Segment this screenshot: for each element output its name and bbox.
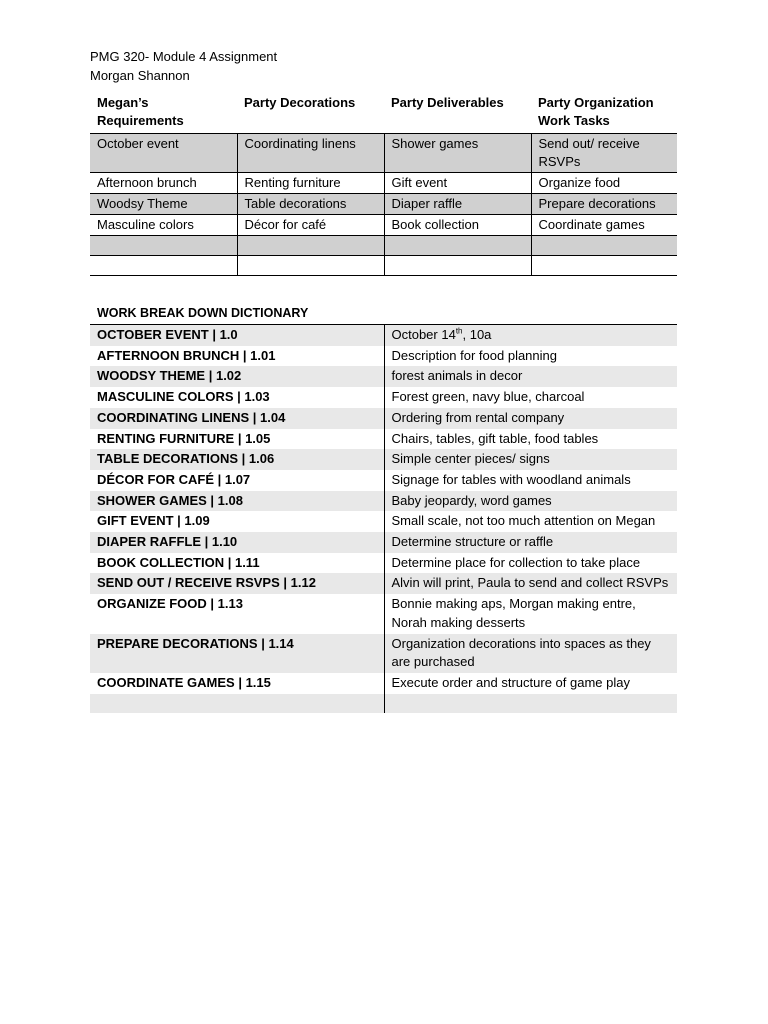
table-cell: Book collection (384, 215, 531, 236)
wbs-key: SHOWER GAMES | 1.08 (90, 491, 384, 512)
wbs-description: Ordering from rental company (384, 408, 677, 429)
empty-cell (384, 236, 531, 256)
wbs-description: forest animals in decor (384, 366, 677, 387)
column-header: Party Organization Work Tasks (531, 92, 677, 134)
table-cell: Organize food (531, 173, 677, 194)
column-header: Party Decorations (237, 92, 384, 134)
table-header-row (90, 92, 677, 134)
wbs-description: Baby jeopardy, word games (384, 491, 677, 512)
wbs-description: Execute order and structure of game play (391, 674, 630, 690)
table-cell: Renting furniture (237, 173, 384, 194)
wbs-dictionary-title: WORK BREAK DOWN DICTIONARY (97, 306, 309, 320)
table-row (90, 366, 677, 387)
table-cell: Woodsy Theme (90, 194, 237, 215)
wbs-key: DÉCOR FOR CAFÉ | 1.07 (90, 470, 384, 491)
table-row (90, 215, 677, 236)
wbs-key: GIFT EVENT | 1.09 (90, 511, 384, 532)
table-cell: Table decorations (237, 194, 384, 215)
wbs-key: COORDINATING LINENS | 1.04 (90, 408, 384, 429)
author-name: Morgan Shannon (90, 68, 190, 83)
table-cell: Coordinate games (531, 215, 677, 236)
table-row (90, 449, 677, 470)
empty-cell (384, 694, 677, 713)
wbs-description: Organization decorations into spaces as they are purchased (384, 634, 677, 673)
wbs-key: ORGANIZE FOOD | 1.13 (90, 594, 384, 633)
table-row (90, 491, 677, 512)
empty-table-row (90, 694, 677, 713)
table-row (90, 387, 677, 408)
table-cell: Prepare decorations (531, 194, 677, 215)
empty-cell (384, 256, 531, 276)
wbs-key: SEND OUT / RECEIVE RSVPS | 1.12 (90, 573, 384, 594)
wbs-key: BOOK COLLECTION | 1.11 (90, 553, 384, 574)
column-header: Party Deliverables (384, 92, 531, 134)
table-row (90, 470, 677, 491)
wbs-key: COORDINATE GAMES | 1.15 (90, 673, 384, 694)
wbs-description: Determine place for collection to take place (391, 554, 641, 570)
wbs-description: Alvin will print, Paula to send and collect RSVPs (384, 573, 677, 594)
table-row (90, 346, 677, 367)
table-row (90, 134, 677, 173)
table-cell: Masculine colors (90, 215, 237, 236)
table-row (90, 553, 677, 574)
empty-table-row (90, 256, 677, 276)
table-row (90, 511, 677, 532)
table-cell: Décor for café (237, 215, 384, 236)
wbs-description: Chairs, tables, gift table, food tables (391, 430, 599, 446)
wbs-key: OCTOBER EVENT | 1.0 (90, 325, 384, 346)
column-header: Megan’s Requirements (90, 92, 237, 134)
wbs-key: MASCULINE COLORS | 1.03 (90, 387, 384, 408)
table-row (90, 408, 677, 429)
empty-cell (237, 256, 384, 276)
wbs-key: DIAPER RAFFLE | 1.10 (90, 532, 384, 553)
ordinal-suffix: th (455, 326, 463, 336)
wbs-description: Simple center pieces/ signs (384, 449, 677, 470)
table-row (90, 173, 677, 194)
empty-cell (237, 236, 384, 256)
table-row (90, 325, 677, 346)
table-row (90, 532, 677, 553)
assignment-title: PMG 320- Module 4 Assignment (90, 49, 278, 64)
wbs-key: WOODSY THEME | 1.02 (90, 366, 384, 387)
table-cell: Coordinating linens (237, 134, 384, 173)
wbs-description (384, 325, 677, 346)
table-cell: Gift event (384, 173, 531, 194)
requirements-table (90, 92, 677, 276)
wbs-description: Signage for tables with woodland animals (391, 471, 631, 487)
time-text: , 10a (462, 327, 492, 342)
wbs-key: PREPARE DECORATIONS | 1.14 (90, 634, 384, 673)
table-cell: Diaper raffle (384, 194, 531, 215)
wbs-description: Bonnie making aps, Morgan making entre, Norah making desserts (391, 596, 636, 630)
wbs-description: Forest green, navy blue, charcoal (391, 389, 585, 405)
table-row (90, 673, 677, 694)
wbs-description: Determine structure or raffle (384, 532, 677, 553)
table-cell: Send out/ receive RSVPs (531, 134, 677, 173)
table-cell: Afternoon brunch (90, 173, 237, 194)
table-row (90, 429, 677, 450)
wbs-key: AFTERNOON BRUNCH | 1.01 (90, 346, 384, 367)
table-cell: Shower games (384, 134, 531, 173)
empty-cell (90, 256, 237, 276)
date-text: October 14 (391, 327, 456, 342)
empty-table-row (90, 236, 677, 256)
empty-cell (90, 694, 384, 713)
document-header (90, 47, 277, 85)
empty-cell (90, 236, 237, 256)
table-row (90, 594, 677, 633)
wbs-dictionary-table (90, 324, 677, 713)
table-row (90, 634, 677, 673)
wbs-key: TABLE DECORATIONS | 1.06 (90, 449, 384, 470)
empty-cell (531, 236, 677, 256)
table-cell: October event (90, 134, 237, 173)
wbs-description: Description for food planning (391, 347, 557, 363)
wbs-key: RENTING FURNITURE | 1.05 (90, 429, 384, 450)
table-row (90, 573, 677, 594)
table-row (90, 194, 677, 215)
empty-cell (531, 256, 677, 276)
wbs-description: Small scale, not too much attention on Megan (391, 513, 656, 529)
